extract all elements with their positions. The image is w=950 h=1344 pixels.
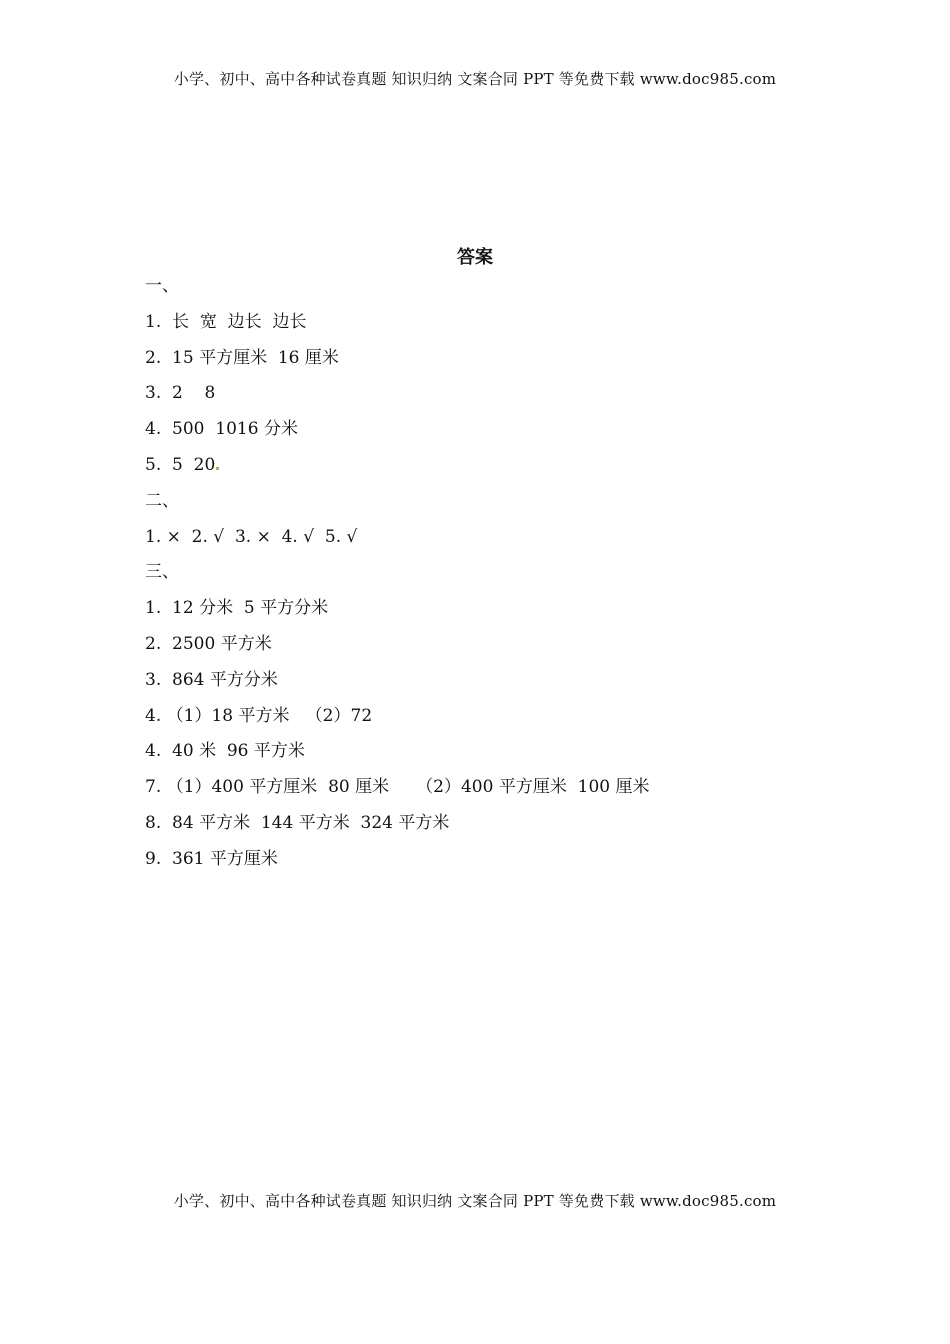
- answer-line: 4. 40 米 96 平方米: [145, 741, 305, 762]
- answer-line: 8. 84 平方米 144 平方米 324 平方米: [145, 812, 450, 833]
- answer-line: 2. 2500 平方米: [145, 633, 272, 654]
- answer-line: 4. 500 1016 分米: [145, 419, 298, 440]
- answer-line: 3. 2 8: [145, 383, 216, 404]
- answer-line: 1. 长 宽 边长 边长: [145, 311, 307, 332]
- answer-line: 7. （1）400 平方厘米 80 厘米 （2）400 平方厘米 100 厘米: [145, 777, 650, 798]
- section-heading-1: 一、: [145, 276, 179, 296]
- page-header: 小学、初中、高中各种试卷真题 知识归纳 文案合同 PPT 等免费下载 www.doc985.com: [173, 70, 777, 88]
- answer-list: [145, 269, 845, 878]
- section-heading-2: 二、: [145, 490, 179, 511]
- answer-line: [145, 448, 845, 484]
- answer-line: 1. 12 分米 5 平方分米: [145, 598, 329, 619]
- answer-line: 4. （1）18 平方米 （2）72: [145, 705, 373, 726]
- section-heading-3: 三、: [145, 562, 179, 583]
- answer-line: 1. × 2. √ 3. × 4. √ 5. √: [145, 526, 358, 547]
- answer-line: 3. 864 平方分米: [145, 669, 278, 690]
- answer-text: 5. 5 20: [145, 454, 216, 475]
- edit-mark-icon: [216, 467, 219, 470]
- page-footer: 小学、初中、高中各种试卷真题 知识归纳 文案合同 PPT 等免费下载 www.doc985.com: [173, 1192, 777, 1210]
- page-title: 答案: [457, 247, 493, 268]
- answer-line: 9. 361 平方厘米: [145, 848, 278, 869]
- answer-line: 2. 15 平方厘米 16 厘米: [145, 347, 339, 368]
